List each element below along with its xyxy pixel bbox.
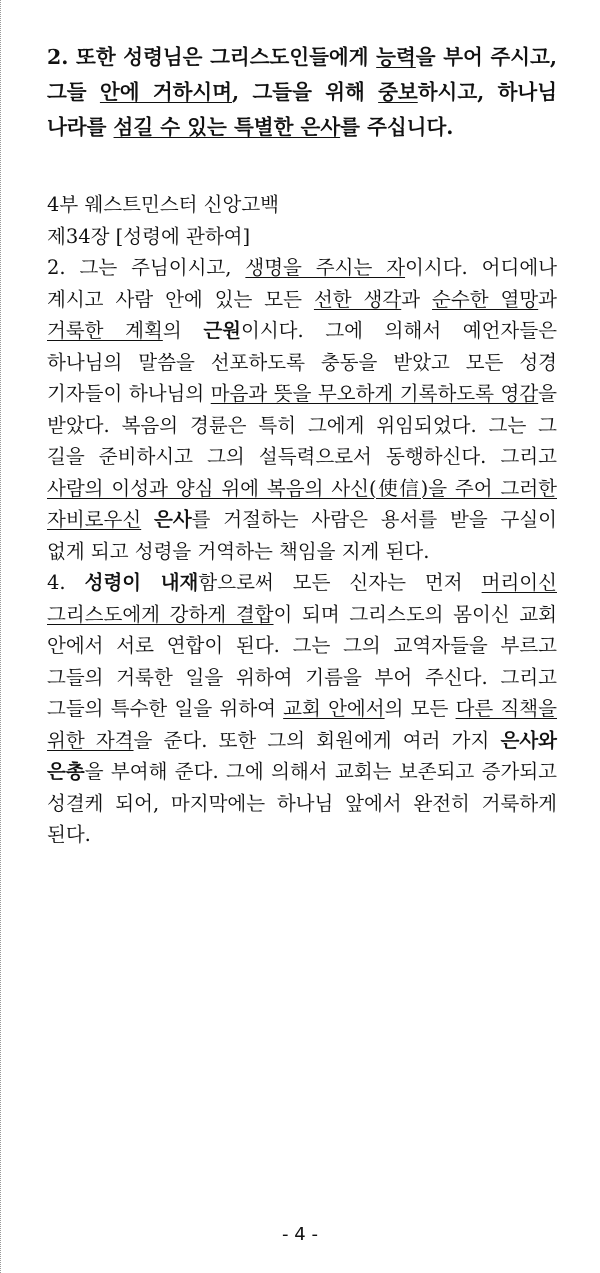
underlined-phrase: 거룩한 계획 [47, 319, 163, 342]
text-run: 2. 또한 성령님은 그리스도인들에게 [47, 45, 377, 69]
text-run: 의 모든 [384, 697, 456, 720]
paragraph-summary [47, 40, 557, 145]
text-run: , 그들을 위해 [232, 80, 379, 104]
underlined-phrase: 섬길 수 있는 특별한 은사 [113, 115, 341, 139]
page-left-border [0, 0, 5, 1273]
text-run: 과 [401, 287, 433, 311]
text-run: 를 거절하는 사람은 용서를 받을 구실이 없게 되고 성령을 거역하는 책임을 지게 된다. [47, 508, 557, 563]
text-run: 를 주십니다. [340, 115, 454, 139]
paragraph-article-4 [47, 567, 557, 851]
paragraph-gap [47, 145, 557, 189]
text-run: 이시다. 그에 의해서 예언자들은 하나님의 말씀을 선포하도록 충동을 받았고 모든 성경 기자들이 하나님의 [47, 319, 557, 405]
bold-phrase: 은사 [153, 508, 192, 531]
heading-chapter: 제34장 [성령에 관하여] [47, 224, 251, 248]
page-number: - 4 - [282, 1224, 318, 1245]
text-run: 4. [47, 571, 85, 594]
text-run [141, 508, 154, 531]
text-run: 2. 그는 주님이시고, [47, 256, 246, 279]
text-run: 을 부여해 준다. 그에 의해서 교회는 보존되고 증가되고 성결케 되어, 마지막에는 하나님 앞에서 완전히 거룩하게 된다. [47, 760, 557, 846]
underlined-phrase: 안에 거하시며 [99, 80, 233, 104]
underlined-phrase: 다른 직책을 위한 자격 [47, 697, 557, 752]
underlined-phrase: 생명을 주시는 자 [245, 256, 406, 279]
heading-part: 4부 웨스트민스터 신앙고백 [47, 193, 280, 216]
text-run: 을 준다. 또한 그의 회원에게 여러 가지 [133, 728, 501, 752]
bold-phrase: 근원 [203, 319, 241, 342]
underlined-phrase: 머리이신 그리스도에게 강하게 결합 [47, 571, 557, 626]
text-run: 함으로써 모든 신자는 먼저 [198, 571, 482, 594]
bold-phrase: 은사와 은총 [47, 728, 557, 783]
underlined-phrase: 중보 [378, 80, 418, 104]
document-body [47, 40, 557, 851]
text-run: 을 부어 주시고, 그들 [47, 45, 557, 104]
bold-phrase: 성령이 내재 [84, 571, 199, 594]
section-heading [47, 189, 557, 252]
text-run: 하시고, 하나님 나라를 [47, 80, 557, 139]
text-run: 이시다. 어디에나 계시고 사람 안에 있는 모든 [47, 256, 558, 311]
paragraph-article-2 [47, 252, 557, 567]
text-run: 과 [538, 287, 558, 311]
underlined-phrase: 사람의 이성과 양심 위에 복음의 사신(使信)을 주어 그러한 자비로우신 [47, 476, 557, 531]
underlined-phrase: 교회 안에서 [283, 697, 385, 720]
underlined-phrase: 선한 생각 [313, 287, 402, 311]
text-run: 을 받았다. 복음의 경륜은 특히 그에게 위임되었다. 그는 그 길을 준비하시고 그의 설득력으로서 동행하신다. 그리고 [47, 382, 557, 468]
text-run: 이 되며 그리스도의 몸이신 교회 안에서 서로 연합이 된다. 그는 그의 교역자들을 부르고 그들의 거룩한 일을 위하여 기름을 부어 주신다. 그리고 그들의 특수한 일을 위하여 [47, 602, 557, 720]
underlined-phrase: 능력 [376, 45, 416, 69]
text-run: 의 [162, 319, 204, 342]
underlined-phrase: 마음과 뜻을 무오하게 기록하도록 영감 [210, 382, 539, 405]
underlined-phrase: 순수한 열망 [432, 287, 539, 311]
